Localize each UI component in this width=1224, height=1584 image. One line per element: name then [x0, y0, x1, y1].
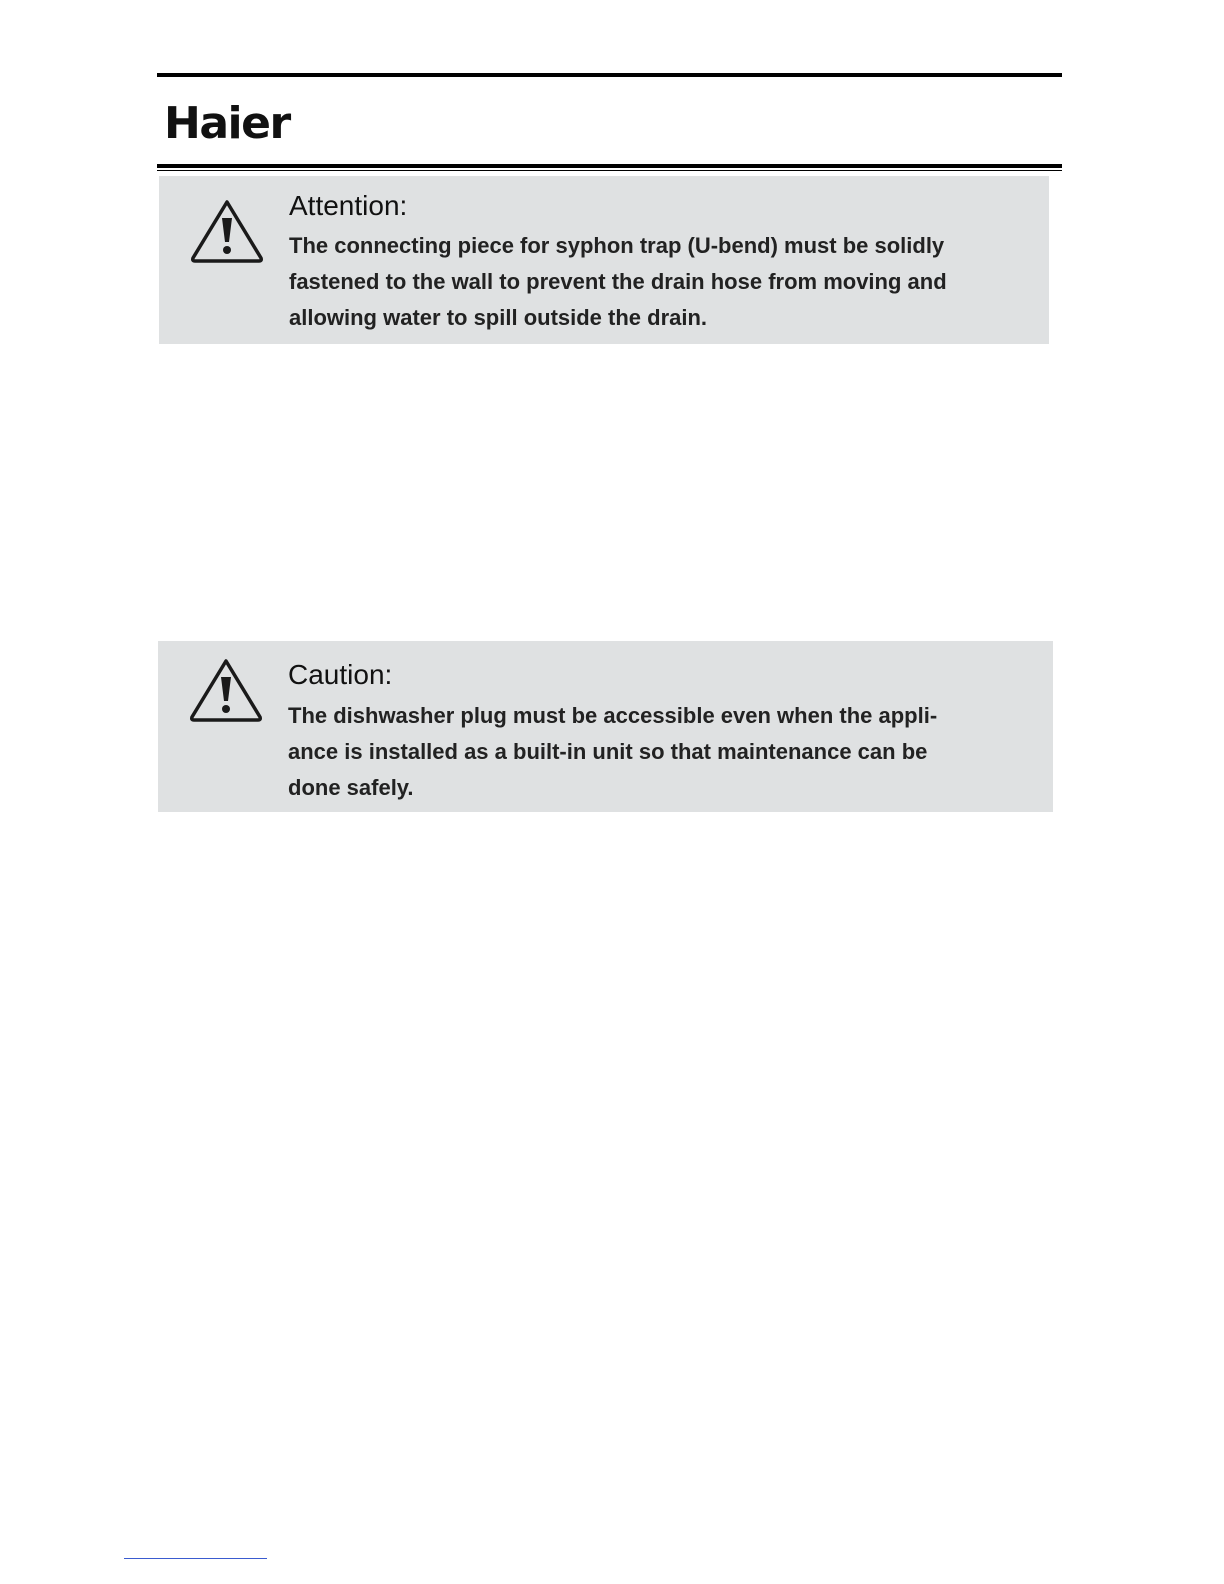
header-top-rule: [157, 73, 1062, 77]
brand-logo: Haier: [164, 98, 290, 149]
attention-text: [289, 228, 947, 336]
caution-notice: [158, 641, 1053, 812]
header-bottom-thin-rule: [157, 170, 1062, 171]
header-bottom-rule: [157, 164, 1062, 168]
attention-line: allowing water to spill outside the drain.: [289, 305, 708, 330]
attention-line: The connecting piece for syphon trap (U-bend) must be solidly: [289, 233, 945, 258]
attention-line: fastened to the wall to prevent the drain hose from moving and: [289, 269, 947, 294]
attention-notice: [159, 176, 1049, 344]
caution-line: The dishwasher plug must be accessible even when the appli-: [288, 703, 938, 728]
warning-triangle-icon: [189, 198, 265, 264]
warning-triangle-icon: [188, 657, 264, 723]
caution-text: [288, 698, 937, 806]
caution-title: Caution:: [288, 659, 393, 690]
caution-line: ance is installed as a built-in unit so that maintenance can be: [288, 739, 928, 764]
attention-title: Attention:: [289, 190, 408, 221]
footer-link-underline[interactable]: [124, 1558, 267, 1559]
caution-line: done safely.: [288, 775, 414, 800]
